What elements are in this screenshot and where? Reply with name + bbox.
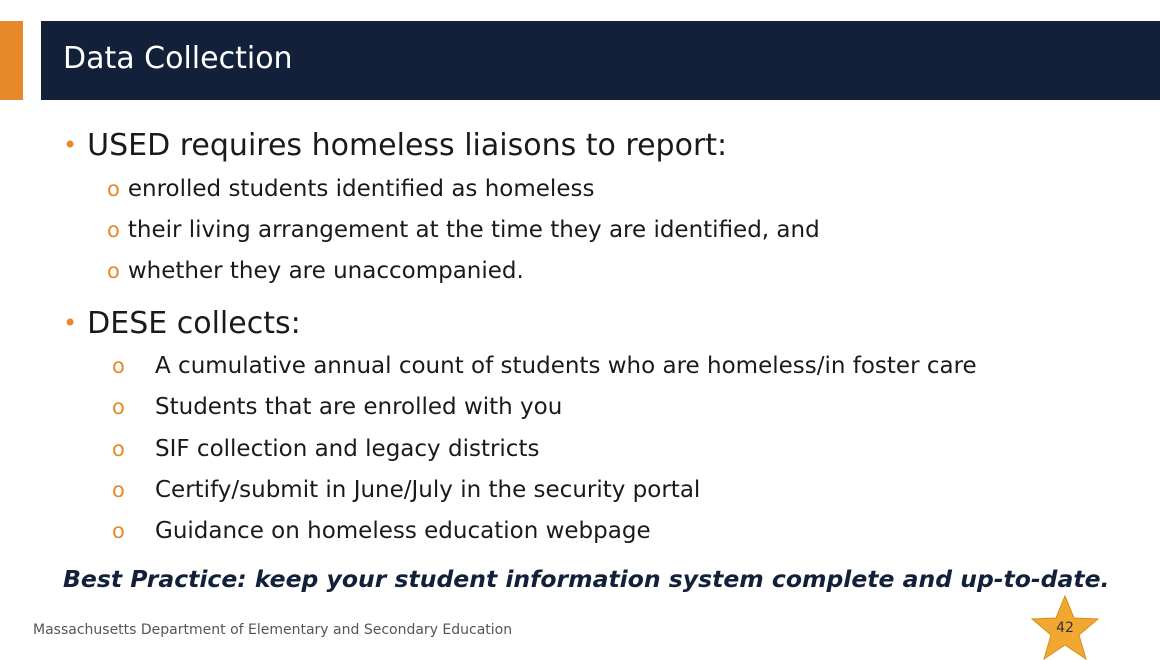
sub-bullet-marker: o: [112, 437, 125, 461]
slide-title: Data Collection: [63, 41, 293, 76]
sub-bullet-marker: o: [107, 259, 120, 283]
bullet-dese-collects: [63, 305, 301, 342]
bullet-text: USED requires homeless liaisons to report:: [87, 128, 728, 163]
sub-bullet-marker: o: [112, 395, 125, 419]
sub-bullet-text: Certify/submit in June/July in the security portal: [155, 477, 701, 503]
sub-bullet-6: [112, 434, 539, 464]
sub-bullet-8: [112, 516, 651, 546]
bullet-dot: •: [63, 309, 78, 337]
sub-bullet-marker: o: [112, 478, 125, 502]
sub-bullet-text: Guidance on homeless education webpage: [155, 518, 651, 544]
accent-bar: [0, 21, 23, 100]
sub-bullet-5: [112, 392, 562, 422]
title-band: [41, 21, 1160, 100]
sub-bullet-text: A cumulative annual count of students who are homeless/in foster care: [155, 353, 977, 379]
sub-bullet-text: their living arrangement at the time they are identified, and: [127, 217, 820, 243]
sub-bullet-marker: o: [112, 519, 125, 543]
sub-bullet-marker: o: [112, 354, 125, 378]
bullet-dot: •: [63, 131, 78, 159]
sub-bullet-marker: o: [107, 218, 120, 242]
sub-bullet-1: [107, 174, 594, 204]
sub-bullet-7: [112, 475, 700, 505]
best-practice-note: Best Practice: keep your student information system complete and up-to-date.: [63, 565, 1110, 593]
sub-bullet-text: whether they are unaccompanied.: [127, 258, 524, 284]
page-number: 42: [1056, 620, 1074, 636]
sub-bullet-text: Students that are enrolled with you: [155, 394, 563, 420]
sub-bullet-2: [107, 215, 820, 245]
bullet-text: DESE collects:: [87, 306, 301, 341]
sub-bullet-text: enrolled students identified as homeless: [127, 176, 595, 202]
footer-organization: Massachusetts Department of Elementary and Secondary Education: [33, 622, 513, 638]
sub-bullet-marker: o: [107, 177, 120, 201]
bullet-used-requires: [63, 127, 727, 164]
sub-bullet-4: [112, 351, 977, 381]
sub-bullet-3: [107, 256, 524, 286]
sub-bullet-text: SIF collection and legacy districts: [155, 436, 540, 462]
